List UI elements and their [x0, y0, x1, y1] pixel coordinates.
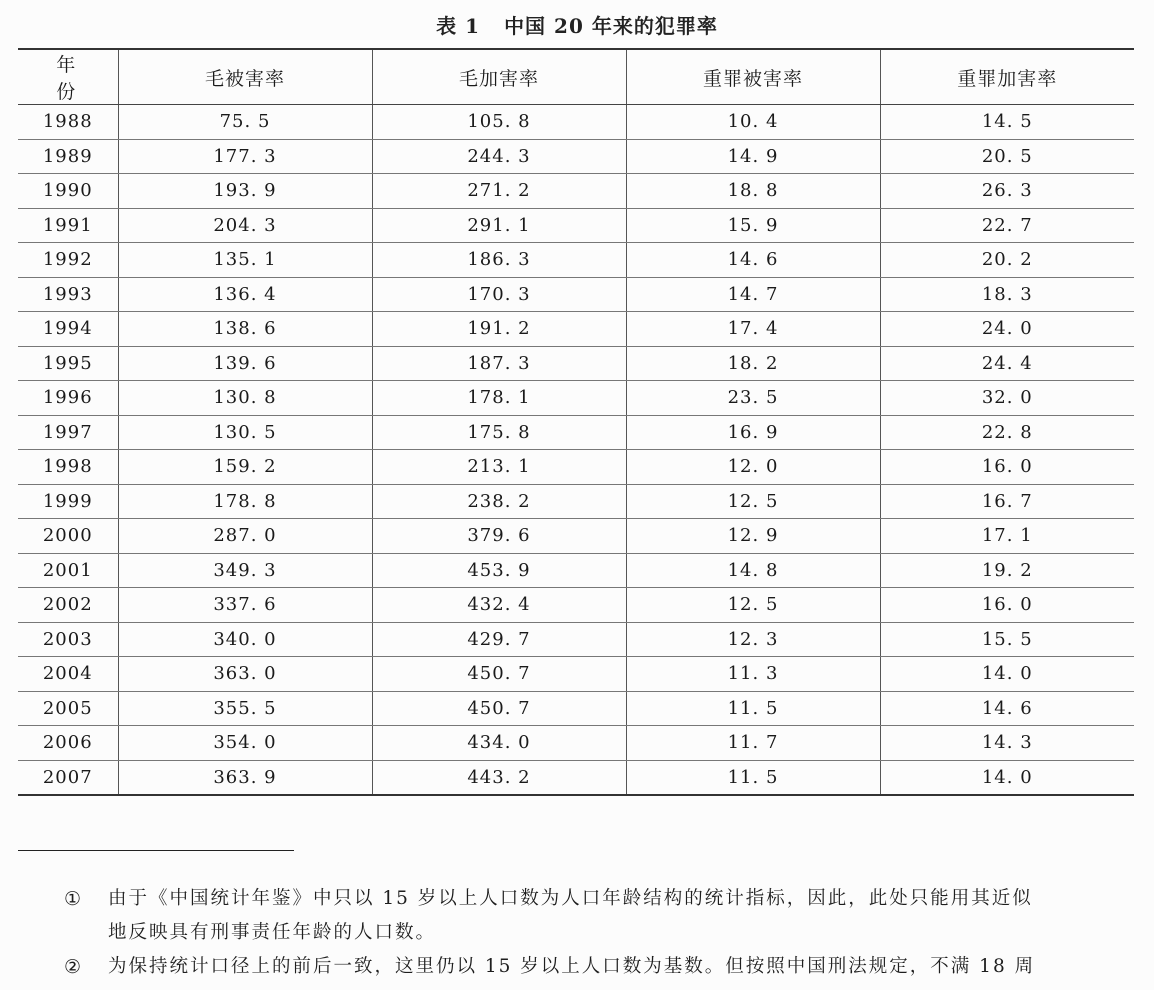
cell-gross-victimization-rate: 178. 8 [118, 484, 372, 519]
cell-gross-offending-rate: 271. 2 [372, 174, 626, 209]
cell-gross-victimization-rate: 363. 0 [118, 657, 372, 692]
table-row [18, 381, 1134, 416]
cell-felony-victimization-rate: 12. 9 [626, 519, 880, 554]
header-felony-victimization-rate: 重罪被害率 [626, 49, 880, 105]
table-row [18, 415, 1134, 450]
cell-year: 1997 [18, 415, 118, 450]
table-header-row [18, 49, 1134, 105]
cell-gross-offending-rate: 238. 2 [372, 484, 626, 519]
cell-year: 2007 [18, 760, 118, 795]
table-row [18, 346, 1134, 381]
cell-felony-victimization-rate: 14. 9 [626, 139, 880, 174]
cell-gross-offending-rate: 291. 1 [372, 208, 626, 243]
table-row [18, 691, 1134, 726]
cell-year: 1989 [18, 139, 118, 174]
cell-felony-offending-rate: 16. 0 [880, 588, 1134, 623]
cell-gross-victimization-rate: 354. 0 [118, 726, 372, 761]
cell-gross-offending-rate: 105. 8 [372, 105, 626, 140]
footnote-line: 为保持统计口径上的前后一致，这里仍以 15 岁以上人口数为基数。但按照中国刑法规定，不满 18 周 [108, 956, 1036, 977]
cell-gross-victimization-rate: 287. 0 [118, 519, 372, 554]
cell-gross-offending-rate: 379. 6 [372, 519, 626, 554]
cell-felony-offending-rate: 14. 0 [880, 760, 1134, 795]
table-caption-title: 中国 20 年来的犯罪率 [504, 14, 718, 38]
cell-year: 1998 [18, 450, 118, 485]
cell-gross-offending-rate: 450. 7 [372, 657, 626, 692]
cell-gross-offending-rate: 191. 2 [372, 312, 626, 347]
cell-gross-victimization-rate: 130. 5 [118, 415, 372, 450]
cell-felony-offending-rate: 14. 5 [880, 105, 1134, 140]
header-gross-offending-rate: 毛加害率 [372, 49, 626, 105]
cell-felony-victimization-rate: 23. 5 [626, 381, 880, 416]
cell-felony-offending-rate: 15. 5 [880, 622, 1134, 657]
table-row [18, 726, 1134, 761]
cell-gross-victimization-rate: 75. 5 [118, 105, 372, 140]
table-row [18, 519, 1134, 554]
header-gross-victimization-rate: 毛被害率 [118, 49, 372, 105]
cell-year: 1996 [18, 381, 118, 416]
table-row [18, 243, 1134, 278]
cell-gross-victimization-rate: 193. 9 [118, 174, 372, 209]
table-caption [0, 10, 1154, 39]
cell-felony-offending-rate: 32. 0 [880, 381, 1134, 416]
cell-gross-offending-rate: 178. 1 [372, 381, 626, 416]
cell-felony-victimization-rate: 11. 5 [626, 691, 880, 726]
cell-felony-victimization-rate: 11. 3 [626, 657, 880, 692]
cell-felony-victimization-rate: 12. 5 [626, 588, 880, 623]
table-row [18, 277, 1134, 312]
header-felony-offending-rate: 重罪加害率 [880, 49, 1134, 105]
cell-year: 1995 [18, 346, 118, 381]
cell-gross-victimization-rate: 177. 3 [118, 139, 372, 174]
footnote-line: 由于《中国统计年鉴》中只以 15 岁以上人口数为人口年龄结构的统计指标，因此，此处只能用其近似 [108, 888, 1033, 909]
cell-gross-victimization-rate: 130. 8 [118, 381, 372, 416]
cell-felony-victimization-rate: 17. 4 [626, 312, 880, 347]
cell-year: 2005 [18, 691, 118, 726]
cell-gross-offending-rate: 429. 7 [372, 622, 626, 657]
cell-year: 1994 [18, 312, 118, 347]
cell-gross-offending-rate: 443. 2 [372, 760, 626, 795]
cell-felony-offending-rate: 26. 3 [880, 174, 1134, 209]
cell-felony-offending-rate: 16. 7 [880, 484, 1134, 519]
cell-felony-victimization-rate: 11. 7 [626, 726, 880, 761]
cell-gross-victimization-rate: 139. 6 [118, 346, 372, 381]
cell-felony-offending-rate: 17. 1 [880, 519, 1134, 554]
cell-gross-victimization-rate: 135. 1 [118, 243, 372, 278]
cell-year: 2001 [18, 553, 118, 588]
cell-felony-offending-rate: 14. 6 [880, 691, 1134, 726]
cell-felony-offending-rate: 20. 2 [880, 243, 1134, 278]
footnote [64, 882, 1144, 950]
cell-felony-victimization-rate: 12. 0 [626, 450, 880, 485]
cell-gross-victimization-rate: 340. 0 [118, 622, 372, 657]
table-row [18, 760, 1134, 795]
cell-felony-offending-rate: 22. 8 [880, 415, 1134, 450]
cell-gross-victimization-rate: 349. 3 [118, 553, 372, 588]
cell-year: 1992 [18, 243, 118, 278]
cell-felony-victimization-rate: 11. 5 [626, 760, 880, 795]
footnote-marker: ② [64, 956, 82, 978]
cell-gross-victimization-rate: 355. 5 [118, 691, 372, 726]
cell-gross-offending-rate: 170. 3 [372, 277, 626, 312]
table-row [18, 105, 1134, 140]
header-year: 年 份 [18, 49, 118, 105]
cell-gross-victimization-rate: 138. 6 [118, 312, 372, 347]
table-row [18, 622, 1134, 657]
table-row [18, 588, 1134, 623]
cell-gross-offending-rate: 244. 3 [372, 139, 626, 174]
cell-year: 1988 [18, 105, 118, 140]
cell-felony-victimization-rate: 12. 3 [626, 622, 880, 657]
cell-felony-offending-rate: 16. 0 [880, 450, 1134, 485]
table-caption-number: 表 1 [436, 14, 481, 38]
footnote-marker: ① [64, 888, 82, 910]
cell-felony-victimization-rate: 12. 5 [626, 484, 880, 519]
cell-year: 2006 [18, 726, 118, 761]
cell-felony-offending-rate: 18. 3 [880, 277, 1134, 312]
cell-felony-victimization-rate: 14. 8 [626, 553, 880, 588]
cell-year: 1993 [18, 277, 118, 312]
cell-gross-victimization-rate: 159. 2 [118, 450, 372, 485]
cell-felony-victimization-rate: 16. 9 [626, 415, 880, 450]
cell-felony-offending-rate: 22. 7 [880, 208, 1134, 243]
cell-year: 2002 [18, 588, 118, 623]
cell-felony-victimization-rate: 14. 7 [626, 277, 880, 312]
footnotes [64, 882, 1144, 984]
cell-felony-offending-rate: 14. 3 [880, 726, 1134, 761]
cell-gross-victimization-rate: 136. 4 [118, 277, 372, 312]
cell-gross-offending-rate: 186. 3 [372, 243, 626, 278]
table-row [18, 450, 1134, 485]
footnote [64, 950, 1144, 984]
cell-gross-offending-rate: 450. 7 [372, 691, 626, 726]
cell-gross-offending-rate: 213. 1 [372, 450, 626, 485]
cell-gross-victimization-rate: 204. 3 [118, 208, 372, 243]
table-row [18, 484, 1134, 519]
cell-felony-offending-rate: 19. 2 [880, 553, 1134, 588]
cell-felony-victimization-rate: 18. 2 [626, 346, 880, 381]
cell-year: 1999 [18, 484, 118, 519]
table-row [18, 139, 1134, 174]
table-row [18, 208, 1134, 243]
cell-felony-victimization-rate: 14. 6 [626, 243, 880, 278]
cell-gross-offending-rate: 175. 8 [372, 415, 626, 450]
cell-felony-offending-rate: 24. 4 [880, 346, 1134, 381]
cell-felony-victimization-rate: 10. 4 [626, 105, 880, 140]
cell-felony-victimization-rate: 15. 9 [626, 208, 880, 243]
cell-felony-victimization-rate: 18. 8 [626, 174, 880, 209]
cell-gross-victimization-rate: 363. 9 [118, 760, 372, 795]
cell-felony-offending-rate: 24. 0 [880, 312, 1134, 347]
cell-year: 1991 [18, 208, 118, 243]
cell-felony-offending-rate: 20. 5 [880, 139, 1134, 174]
table-row [18, 657, 1134, 692]
table-body [18, 105, 1134, 795]
cell-gross-offending-rate: 432. 4 [372, 588, 626, 623]
crime-rate-table [18, 48, 1134, 796]
cell-year: 1990 [18, 174, 118, 209]
cell-year: 2000 [18, 519, 118, 554]
table-row [18, 312, 1134, 347]
table-row [18, 553, 1134, 588]
footnote-divider [18, 850, 294, 851]
table-row [18, 174, 1134, 209]
cell-gross-offending-rate: 453. 9 [372, 553, 626, 588]
cell-felony-offending-rate: 14. 0 [880, 657, 1134, 692]
cell-year: 2004 [18, 657, 118, 692]
cell-year: 2003 [18, 622, 118, 657]
cell-gross-offending-rate: 434. 0 [372, 726, 626, 761]
cell-gross-victimization-rate: 337. 6 [118, 588, 372, 623]
cell-gross-offending-rate: 187. 3 [372, 346, 626, 381]
footnote-line: 地反映具有刑事责任年龄的人口数。 [108, 922, 437, 943]
